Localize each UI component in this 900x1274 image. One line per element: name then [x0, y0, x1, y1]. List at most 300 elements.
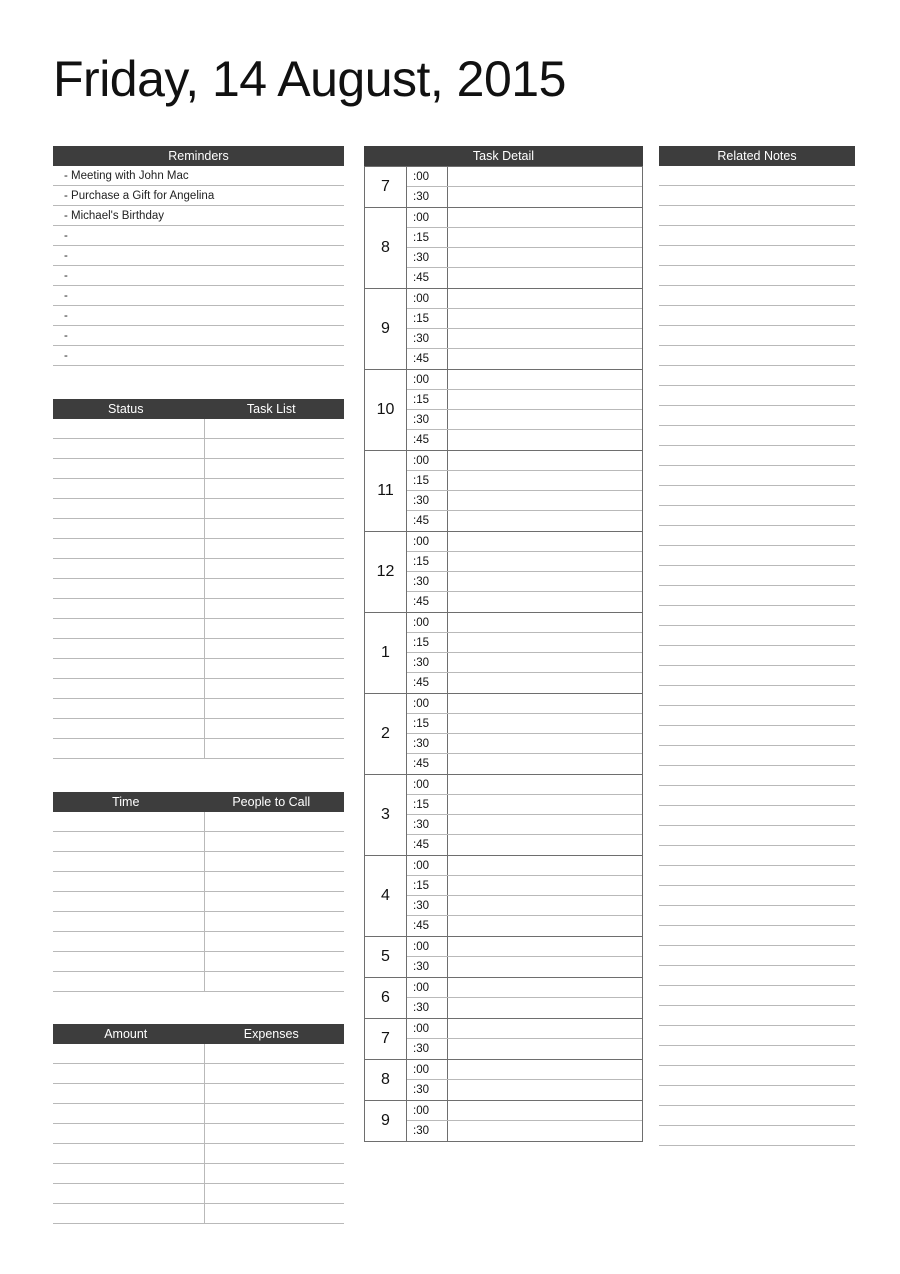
schedule-slot-entry[interactable] [448, 613, 642, 632]
people-to-call-row-person[interactable] [205, 872, 344, 891]
schedule-slot[interactable] [407, 511, 642, 531]
schedule-slot-minute-label: :45 [407, 916, 448, 936]
schedule-slot-entry[interactable] [448, 876, 642, 895]
schedule-slot[interactable] [407, 775, 642, 795]
expenses-row-amount[interactable] [53, 1044, 205, 1063]
people-to-call-row-time[interactable] [53, 852, 205, 871]
related-notes-line[interactable] [659, 986, 855, 1006]
task-list-row-task[interactable] [205, 419, 344, 438]
reminder-item[interactable]: - [53, 266, 344, 286]
schedule-slot[interactable] [407, 734, 642, 754]
schedule-slot[interactable] [407, 572, 642, 592]
related-notes-line[interactable] [659, 686, 855, 706]
schedule-slot[interactable] [407, 916, 642, 936]
schedule-slot-entry[interactable] [448, 653, 642, 672]
people-to-call-row[interactable] [53, 832, 344, 852]
task-list-row-status[interactable] [53, 519, 205, 538]
reminder-item[interactable]: - [53, 286, 344, 306]
related-notes-line[interactable] [659, 586, 855, 606]
schedule-slot-entry[interactable] [448, 390, 642, 409]
task-list-row-task[interactable] [205, 579, 344, 598]
related-notes-line[interactable] [659, 866, 855, 886]
people-to-call-row-time[interactable] [53, 912, 205, 931]
schedule-slot[interactable] [407, 856, 642, 876]
schedule-slot-entry[interactable] [448, 1060, 642, 1079]
schedule-slot[interactable] [407, 289, 642, 309]
schedule-slot-entry[interactable] [448, 1101, 642, 1120]
related-notes-line[interactable] [659, 506, 855, 526]
task-list-row[interactable] [53, 599, 344, 619]
expenses-row-expense[interactable] [205, 1064, 344, 1083]
schedule-slot-entry[interactable] [448, 957, 642, 976]
spacer-people-expenses [53, 992, 344, 1024]
task-list-row-status[interactable] [53, 459, 205, 478]
schedule-slot[interactable] [407, 430, 642, 450]
task-list-row-status[interactable] [53, 699, 205, 718]
schedule-slot[interactable] [407, 1121, 642, 1141]
schedule-hour-group [365, 978, 642, 1019]
schedule-slot-entry[interactable] [448, 289, 642, 308]
expenses-header-amount-label: Amount [104, 1027, 148, 1041]
people-to-call-row[interactable] [53, 872, 344, 892]
expenses-row-amount[interactable] [53, 1144, 205, 1163]
related-notes-line[interactable] [659, 846, 855, 866]
reminders-header [53, 146, 344, 166]
related-notes-lines [659, 166, 855, 1146]
schedule-slot[interactable] [407, 228, 642, 248]
related-notes-line[interactable] [659, 786, 855, 806]
schedule-hour-group [365, 1019, 642, 1060]
schedule-slot[interactable] [407, 795, 642, 815]
schedule-slot-entry[interactable] [448, 1121, 642, 1140]
schedule-slot[interactable] [407, 1019, 642, 1039]
schedule-slot-minute-label: :00 [407, 208, 448, 227]
schedule-slot-minute-label: :15 [407, 552, 448, 571]
schedule-slot-entry[interactable] [448, 511, 642, 530]
schedule-slot[interactable] [407, 370, 642, 390]
people-to-call-row[interactable] [53, 892, 344, 912]
task-list-header [53, 399, 344, 419]
related-notes-line[interactable] [659, 486, 855, 506]
people-to-call-row[interactable] [53, 932, 344, 952]
schedule-slot-entry[interactable] [448, 694, 642, 713]
schedule-slots [407, 978, 642, 1018]
related-notes-line[interactable] [659, 406, 855, 426]
people-to-call-row-person[interactable] [205, 972, 344, 991]
expenses-row-amount[interactable] [53, 1184, 205, 1203]
schedule-slot-minute-label: :00 [407, 1101, 448, 1120]
task-list-row-task[interactable] [205, 619, 344, 638]
reminder-item[interactable]: - [53, 226, 344, 246]
task-list-row-status[interactable] [53, 739, 205, 758]
related-notes-line[interactable] [659, 886, 855, 906]
expenses-row-expense[interactable] [205, 1184, 344, 1203]
schedule-slot-minute-label: :45 [407, 349, 448, 369]
schedule-hour-label: 11 [365, 451, 407, 531]
task-list-row[interactable] [53, 699, 344, 719]
expenses-row[interactable] [53, 1104, 344, 1124]
schedule-slot[interactable] [407, 754, 642, 774]
people-to-call-row-time[interactable] [53, 812, 205, 831]
people-to-call-row-person[interactable] [205, 832, 344, 851]
schedule-slot-minute-label: :30 [407, 998, 448, 1018]
expenses-row-expense[interactable] [205, 1144, 344, 1163]
schedule-slot[interactable] [407, 957, 642, 977]
expenses-row-expense[interactable] [205, 1204, 344, 1223]
related-notes-line[interactable] [659, 246, 855, 266]
people-to-call-section [53, 792, 344, 992]
task-list-row[interactable] [53, 739, 344, 759]
task-list-row-status[interactable] [53, 679, 205, 698]
task-list-row-task[interactable] [205, 599, 344, 618]
expenses-row-amount[interactable] [53, 1204, 205, 1223]
task-list-row-status[interactable] [53, 659, 205, 678]
expenses-row[interactable] [53, 1064, 344, 1084]
schedule-slot-entry[interactable] [448, 309, 642, 328]
schedule-slot-entry[interactable] [448, 532, 642, 551]
schedule-slot-entry[interactable] [448, 248, 642, 267]
schedule-slot[interactable] [407, 613, 642, 633]
schedule-slot[interactable] [407, 532, 642, 552]
reminder-item[interactable]: - [53, 326, 344, 346]
schedule-slot-entry[interactable] [448, 187, 642, 206]
people-to-call-row-person[interactable] [205, 952, 344, 971]
task-list-row[interactable] [53, 639, 344, 659]
related-notes-line[interactable] [659, 706, 855, 726]
schedule-slot-entry[interactable] [448, 208, 642, 227]
task-list-row-task[interactable] [205, 659, 344, 678]
related-notes-line[interactable] [659, 386, 855, 406]
related-notes-line[interactable] [659, 606, 855, 626]
schedule-slot-entry[interactable] [448, 410, 642, 429]
expenses-row[interactable] [53, 1164, 344, 1184]
schedule-slot[interactable] [407, 592, 642, 612]
schedule-slot-entry[interactable] [448, 370, 642, 389]
schedule-slot-entry[interactable] [448, 552, 642, 571]
expenses-row-expense[interactable] [205, 1044, 344, 1063]
reminder-item[interactable]: - [53, 306, 344, 326]
expenses-row-expense[interactable] [205, 1104, 344, 1123]
schedule-slot-entry[interactable] [448, 835, 642, 854]
related-notes-line[interactable] [659, 646, 855, 666]
schedule-hour-label: 9 [365, 289, 407, 369]
schedule-slot[interactable] [407, 876, 642, 896]
schedule-hour-label: 10 [365, 370, 407, 450]
schedule-slot[interactable] [407, 329, 642, 349]
people-to-call-row[interactable] [53, 972, 344, 992]
related-notes-line[interactable] [659, 166, 855, 186]
related-notes-line[interactable] [659, 206, 855, 226]
expenses-row-amount[interactable] [53, 1084, 205, 1103]
schedule-slot-entry[interactable] [448, 673, 642, 692]
schedule-slot[interactable] [407, 248, 642, 268]
people-to-call-row-time[interactable] [53, 892, 205, 911]
schedule-slot[interactable] [407, 167, 642, 187]
expenses-row-amount[interactable] [53, 1064, 205, 1083]
task-list-row[interactable] [53, 579, 344, 599]
schedule-slot-entry[interactable] [448, 592, 642, 611]
related-notes-line[interactable] [659, 1066, 855, 1086]
schedule-slot-entry[interactable] [448, 1019, 642, 1038]
schedule-slot-entry[interactable] [448, 451, 642, 470]
schedule-slot-minute-label: :45 [407, 673, 448, 693]
people-to-call-row-time[interactable] [53, 952, 205, 971]
schedule-hour-label: 8 [365, 208, 407, 288]
schedule-slot-entry[interactable] [448, 856, 642, 875]
task-list-row-status[interactable] [53, 499, 205, 518]
people-to-call-row[interactable] [53, 852, 344, 872]
schedule-slot[interactable] [407, 673, 642, 693]
people-to-call-row[interactable] [53, 812, 344, 832]
expenses-row[interactable] [53, 1124, 344, 1144]
task-list-row-task[interactable] [205, 459, 344, 478]
related-notes-line[interactable] [659, 226, 855, 246]
related-notes-line[interactable] [659, 186, 855, 206]
schedule-slot-entry[interactable] [448, 1039, 642, 1058]
schedule-slot[interactable] [407, 1060, 642, 1080]
related-notes-line[interactable] [659, 286, 855, 306]
related-notes-line[interactable] [659, 1026, 855, 1046]
task-list-row-task[interactable] [205, 719, 344, 738]
schedule-slot-entry[interactable] [448, 268, 642, 287]
related-notes-line[interactable] [659, 1006, 855, 1026]
schedule-slot-entry[interactable] [448, 896, 642, 915]
schedule-slot-entry[interactable] [448, 734, 642, 753]
schedule-slot[interactable] [407, 410, 642, 430]
schedule-slot[interactable] [407, 815, 642, 835]
expenses-row[interactable] [53, 1184, 344, 1204]
related-notes-line[interactable] [659, 546, 855, 566]
task-list-row-status[interactable] [53, 599, 205, 618]
related-notes-line[interactable] [659, 466, 855, 486]
related-notes-line[interactable] [659, 966, 855, 986]
people-to-call-row-time[interactable] [53, 832, 205, 851]
related-notes-line[interactable] [659, 1046, 855, 1066]
schedule-slot-entry[interactable] [448, 491, 642, 510]
schedule-slot[interactable] [407, 653, 642, 673]
people-to-call-row-person[interactable] [205, 932, 344, 951]
task-list-row-status[interactable] [53, 619, 205, 638]
people-to-call-row-time[interactable] [53, 972, 205, 991]
related-notes-line[interactable] [659, 326, 855, 346]
expenses-row[interactable] [53, 1144, 344, 1164]
related-notes-line[interactable] [659, 366, 855, 386]
related-notes-line[interactable] [659, 666, 855, 686]
task-list-row[interactable] [53, 499, 344, 519]
schedule-slot-entry[interactable] [448, 795, 642, 814]
task-list-row[interactable] [53, 559, 344, 579]
schedule-slots [407, 1019, 642, 1059]
people-to-call-row-time[interactable] [53, 932, 205, 951]
schedule-slot-entry[interactable] [448, 978, 642, 997]
schedule-slot-entry[interactable] [448, 228, 642, 247]
schedule-slot-minute-label: :15 [407, 876, 448, 895]
expenses-row-amount[interactable] [53, 1104, 205, 1123]
schedule-slot[interactable] [407, 937, 642, 957]
related-notes-line[interactable] [659, 746, 855, 766]
expenses-row-expense[interactable] [205, 1124, 344, 1143]
expenses-row-expense[interactable] [205, 1084, 344, 1103]
schedule-slots [407, 1060, 642, 1100]
task-list-row[interactable] [53, 619, 344, 639]
task-list-row-task[interactable] [205, 679, 344, 698]
related-notes-line[interactable] [659, 1086, 855, 1106]
schedule-hour-group [365, 775, 642, 856]
task-list-row[interactable] [53, 719, 344, 739]
related-notes-line[interactable] [659, 426, 855, 446]
schedule-hour-label: 12 [365, 532, 407, 612]
task-list-row-status[interactable] [53, 479, 205, 498]
schedule-slot-minute-label: :30 [407, 957, 448, 977]
task-list-row-status[interactable] [53, 419, 205, 438]
schedule-slot-minute-label: :30 [407, 815, 448, 834]
schedule-slot[interactable] [407, 714, 642, 734]
task-list-row-task[interactable] [205, 699, 344, 718]
related-notes-line[interactable] [659, 526, 855, 546]
schedule-slot[interactable] [407, 835, 642, 855]
reminders-header-label: Reminders [168, 149, 229, 163]
related-notes-line[interactable] [659, 826, 855, 846]
related-notes-line[interactable] [659, 1126, 855, 1146]
people-to-call-row[interactable] [53, 912, 344, 932]
schedule-slot[interactable] [407, 694, 642, 714]
task-list-row[interactable] [53, 459, 344, 479]
related-notes-line[interactable] [659, 566, 855, 586]
related-notes-line[interactable] [659, 806, 855, 826]
schedule-slot[interactable] [407, 998, 642, 1018]
schedule-slot-entry[interactable] [448, 916, 642, 935]
schedule-slots [407, 1101, 642, 1141]
schedule-slot-entry[interactable] [448, 167, 642, 186]
task-list-row-task[interactable] [205, 479, 344, 498]
schedule-slot[interactable] [407, 451, 642, 471]
schedule-slot[interactable] [407, 471, 642, 491]
task-list-row-status[interactable] [53, 559, 205, 578]
task-list-row-task[interactable] [205, 519, 344, 538]
schedule-slot-minute-label: :00 [407, 289, 448, 308]
schedule-slot-entry[interactable] [448, 998, 642, 1017]
related-notes-line[interactable] [659, 626, 855, 646]
related-notes-line[interactable] [659, 766, 855, 786]
people-to-call-row-person[interactable] [205, 812, 344, 831]
task-detail-header [364, 146, 643, 166]
task-list-row-status[interactable] [53, 719, 205, 738]
task-list-row-task[interactable] [205, 539, 344, 558]
schedule-slot-minute-label: :30 [407, 329, 448, 348]
schedule-slot[interactable] [407, 633, 642, 653]
related-notes-line[interactable] [659, 346, 855, 366]
task-list-row-task[interactable] [205, 739, 344, 758]
reminder-item[interactable]: - [53, 346, 344, 366]
reminder-item[interactable]: - Michael's Birthday [53, 206, 344, 226]
task-list-row[interactable] [53, 539, 344, 559]
schedule-slot[interactable] [407, 552, 642, 572]
schedule-slot-minute-label: :30 [407, 248, 448, 267]
expenses-row-expense[interactable] [205, 1164, 344, 1183]
schedule-slot[interactable] [407, 978, 642, 998]
related-notes-line[interactable] [659, 726, 855, 746]
related-notes-line[interactable] [659, 306, 855, 326]
people-to-call-row-time[interactable] [53, 872, 205, 891]
left-column [53, 146, 344, 1224]
schedule-slot[interactable] [407, 1039, 642, 1059]
reminder-item[interactable]: - Meeting with John Mac [53, 166, 344, 186]
schedule-slot[interactable] [407, 349, 642, 369]
expenses-row[interactable] [53, 1044, 344, 1064]
schedule-slot[interactable] [407, 268, 642, 288]
task-list-row-task[interactable] [205, 439, 344, 458]
people-to-call-row-person[interactable] [205, 892, 344, 911]
schedule-slot-entry[interactable] [448, 937, 642, 956]
related-notes-line[interactable] [659, 446, 855, 466]
schedule-slot[interactable] [407, 491, 642, 511]
people-to-call-row-person[interactable] [205, 912, 344, 931]
task-list-row-status[interactable] [53, 439, 205, 458]
people-to-call-header-people-label: People to Call [232, 795, 311, 809]
schedule-slot-entry[interactable] [448, 430, 642, 449]
reminder-item[interactable]: - [53, 246, 344, 266]
task-list-row-task[interactable] [205, 559, 344, 578]
related-notes-line[interactable] [659, 1106, 855, 1126]
schedule-slot-entry[interactable] [448, 572, 642, 591]
schedule-slot[interactable] [407, 896, 642, 916]
reminder-item[interactable]: - Purchase a Gift for Angelina [53, 186, 344, 206]
schedule-slot-minute-label: :45 [407, 835, 448, 855]
schedule-slot[interactable] [407, 1101, 642, 1121]
task-list-row[interactable] [53, 679, 344, 699]
schedule-slot[interactable] [407, 309, 642, 329]
schedule-slot-entry[interactable] [448, 349, 642, 368]
task-list-row-task[interactable] [205, 639, 344, 658]
task-list-row-status[interactable] [53, 579, 205, 598]
task-list-row[interactable] [53, 439, 344, 459]
schedule-slot-entry[interactable] [448, 1080, 642, 1099]
related-notes-line[interactable] [659, 906, 855, 926]
schedule-slot-entry[interactable] [448, 471, 642, 490]
expenses-row[interactable] [53, 1084, 344, 1104]
schedule-slot[interactable] [407, 1080, 642, 1100]
related-notes-line[interactable] [659, 946, 855, 966]
schedule-slot[interactable] [407, 208, 642, 228]
schedule-slot[interactable] [407, 187, 642, 207]
schedule-slot-entry[interactable] [448, 815, 642, 834]
expenses-row-amount[interactable] [53, 1164, 205, 1183]
schedule-slot-entry[interactable] [448, 754, 642, 773]
schedule-slots [407, 208, 642, 288]
related-notes-line[interactable] [659, 266, 855, 286]
expenses-row[interactable] [53, 1204, 344, 1224]
task-list-row[interactable] [53, 479, 344, 499]
people-to-call-row[interactable] [53, 952, 344, 972]
schedule-slot-minute-label: :00 [407, 694, 448, 713]
schedule-slot-entry[interactable] [448, 633, 642, 652]
task-list-row[interactable] [53, 419, 344, 439]
schedule-slot-entry[interactable] [448, 714, 642, 733]
task-list-row[interactable] [53, 519, 344, 539]
schedule-hour-group [365, 208, 642, 289]
expenses-row-amount[interactable] [53, 1124, 205, 1143]
schedule-slot-entry[interactable] [448, 329, 642, 348]
task-list-row-task[interactable] [205, 499, 344, 518]
schedule-slot-entry[interactable] [448, 775, 642, 794]
task-list-row-status[interactable] [53, 639, 205, 658]
people-to-call-row-person[interactable] [205, 852, 344, 871]
task-list-row-status[interactable] [53, 539, 205, 558]
schedule-slot[interactable] [407, 390, 642, 410]
related-notes-line[interactable] [659, 926, 855, 946]
schedule-slots [407, 370, 642, 450]
task-list-row[interactable] [53, 659, 344, 679]
